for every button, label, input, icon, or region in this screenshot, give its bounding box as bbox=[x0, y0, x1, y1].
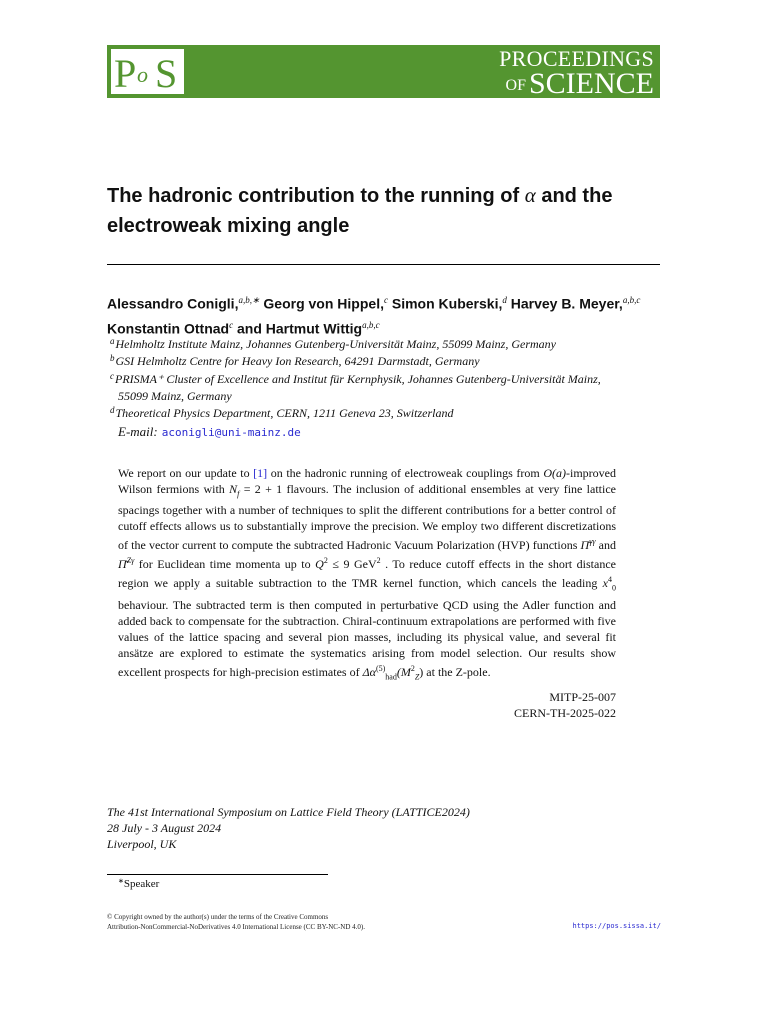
paper-title bbox=[107, 180, 667, 241]
abstract-paragraph bbox=[118, 465, 616, 685]
abstract-text: ≤ 9 GeV bbox=[327, 557, 377, 572]
math-delta-alpha: Δα bbox=[362, 664, 376, 679]
abstract-text: = 2 + 1 flavours. The inclusion of additional ensembles at very fine lattice spacings together with a number of techniques to split the different contributions for a better control of cutoff effects allows us to substantially improve the precision. We employ two different discretizations of the vector current to compute the subtracted Hadronic Vacuum Polarization (HVP) functions bbox=[118, 482, 616, 553]
copyright-notice bbox=[107, 912, 365, 932]
copyright-line: Attribution-NonCommercial-NoDerivatives 4.0 International License (CC BY-NC-ND 4.0). bbox=[107, 923, 365, 931]
abstract-text: -improved Wilson fermions with bbox=[118, 466, 616, 496]
conference-location: Liverpool, UK bbox=[107, 837, 177, 851]
wordmark-of-science bbox=[499, 67, 654, 100]
svg-text:P: P bbox=[114, 51, 137, 94]
report-number: MITP-25-007 bbox=[549, 690, 616, 704]
author-name: Georg von Hippel, bbox=[259, 295, 384, 312]
title-alpha: α bbox=[524, 183, 536, 207]
math-sup: Zγ bbox=[126, 556, 135, 566]
author-name: and Hartmut Wittig bbox=[233, 320, 363, 337]
math-sub: Z bbox=[414, 672, 420, 682]
math-sup: (5) bbox=[375, 663, 386, 673]
math-sup: 4 bbox=[608, 575, 612, 585]
author-affiliation-mark: c bbox=[383, 295, 388, 305]
affiliation-label: d bbox=[110, 405, 115, 415]
math-close-paren: ) bbox=[419, 664, 424, 679]
footnote-text: Speaker bbox=[123, 878, 160, 890]
author-list bbox=[107, 290, 667, 339]
affiliation-text: Helmholtz Institute Mainz, Johannes Gutenberg-Universität Mainz, 55099 Mainz, Germany bbox=[115, 337, 557, 351]
abstract-text: . To reduce cutoff effects in the short distance region we apply a suitable subtraction to the TMR kernel function, which cancels the leading bbox=[118, 557, 616, 591]
affiliation-label: b bbox=[110, 353, 115, 363]
affiliation-label: c bbox=[110, 371, 114, 381]
abstract-text: on the hadronic running of electroweak couplings from bbox=[267, 466, 544, 480]
wordmark-science: SCIENCE bbox=[528, 67, 654, 100]
abstract-text: behaviour. The subtracted term is then computed in perturbative QCD using the Adler function and added back to compensate for the subtraction. Chiral-continuum extrapolations are performed with five values of the lattice spacing and several pion masses, including its physical value, and several fit ansätze are explored to estimate the systematics arising from model selection. Our results show excellent prospects for high-precision estimates of bbox=[118, 597, 616, 679]
affiliation-text-continued: 55099 Mainz, Germany bbox=[118, 389, 232, 403]
contact-email bbox=[118, 424, 301, 440]
math-q: Q bbox=[315, 557, 324, 572]
math-pi-gamma-gamma: Π̄ bbox=[580, 538, 590, 553]
math-sup: γγ bbox=[589, 537, 596, 547]
wordmark-of: OF bbox=[505, 77, 526, 94]
author-name: Simon Kuberski, bbox=[387, 295, 503, 312]
title-text-1: The hadronic contribution to the running of bbox=[107, 185, 525, 207]
footnote-rule bbox=[107, 874, 328, 875]
math-mz: (M bbox=[396, 664, 411, 679]
conference-dates: 28 July - 3 August 2024 bbox=[107, 821, 222, 835]
abstract-text: We report on our update to bbox=[118, 466, 254, 480]
wordmark-proceedings: PROCEEDINGS bbox=[499, 46, 654, 71]
math-oa: O(a) bbox=[543, 466, 566, 480]
author-affiliation-mark: c bbox=[229, 319, 234, 330]
author-name: Harvey B. Meyer, bbox=[506, 295, 623, 312]
email-label: E-mail: bbox=[118, 424, 158, 439]
abstract-text: and bbox=[595, 538, 617, 553]
email-link[interactable]: aconigli@uni-mainz.de bbox=[161, 426, 301, 439]
affiliation-c bbox=[110, 368, 660, 405]
pos-url-link[interactable]: https://pos.sissa.it/ bbox=[572, 922, 661, 930]
report-number: CERN-TH-2025-022 bbox=[514, 706, 616, 720]
author-affiliation-mark: a,b,∗ bbox=[238, 295, 260, 305]
math-nf-sub: f bbox=[237, 489, 240, 499]
affiliation-text: PRISMA⁺ Cluster of Excellence and Institut für Kernphysik, Johannes Gutenberg-Universität Mainz, bbox=[115, 372, 601, 386]
affiliation-text: Theoretical Physics Department, CERN, 1211 Geneva 23, Switzerland bbox=[115, 406, 454, 420]
conference-name: The 41st International Symposium on Lattice Field Theory (LATTICE2024) bbox=[107, 805, 470, 819]
proceedings-of-science-wordmark bbox=[499, 47, 654, 100]
author-name: Konstantin Ottnad bbox=[107, 320, 230, 337]
citation-link[interactable]: [1] bbox=[253, 466, 268, 480]
svg-text:S: S bbox=[155, 51, 178, 94]
pos-banner bbox=[107, 45, 660, 98]
author-name: Alessandro Conigli, bbox=[107, 295, 239, 312]
pos-logo-icon bbox=[111, 49, 184, 94]
footnote-mark: ∗ bbox=[118, 877, 124, 885]
affiliation-b bbox=[110, 350, 660, 370]
math-nf: N bbox=[229, 482, 238, 496]
math-pi-z-gamma: Π̄ bbox=[118, 557, 127, 572]
math-sup: 2 bbox=[323, 556, 328, 566]
author-affiliation-mark: a,b,c bbox=[362, 319, 380, 330]
math-x0: x bbox=[602, 576, 608, 591]
conference-info bbox=[107, 804, 470, 852]
abstract-text: for Euclidean time momenta up to bbox=[134, 557, 316, 572]
title-rule bbox=[107, 264, 660, 265]
math-sub: had bbox=[385, 672, 397, 682]
abstract bbox=[118, 465, 616, 685]
affiliation-d bbox=[110, 402, 660, 422]
title-text-2: and the electroweak mixing angle bbox=[107, 185, 613, 237]
author-affiliation-mark: d bbox=[502, 295, 507, 305]
abstract-text: at the Z-pole. bbox=[423, 664, 491, 679]
author-affiliation-mark: a,b,c bbox=[622, 295, 641, 305]
math-sub: 0 bbox=[612, 583, 616, 593]
footnote bbox=[118, 877, 159, 890]
svg-text:o: o bbox=[137, 62, 148, 87]
report-numbers bbox=[514, 689, 616, 721]
math-sup: 2 bbox=[376, 556, 381, 566]
pos-logo bbox=[111, 49, 184, 94]
affiliation-text: GSI Helmholtz Centre for Heavy Ion Research, 64291 Darmstadt, Germany bbox=[115, 354, 480, 368]
math-sup: 2 bbox=[410, 663, 415, 673]
copyright-line: © Copyright owned by the author(s) under the terms of the Creative Commons bbox=[107, 913, 329, 921]
affiliation-label: a bbox=[110, 336, 115, 346]
